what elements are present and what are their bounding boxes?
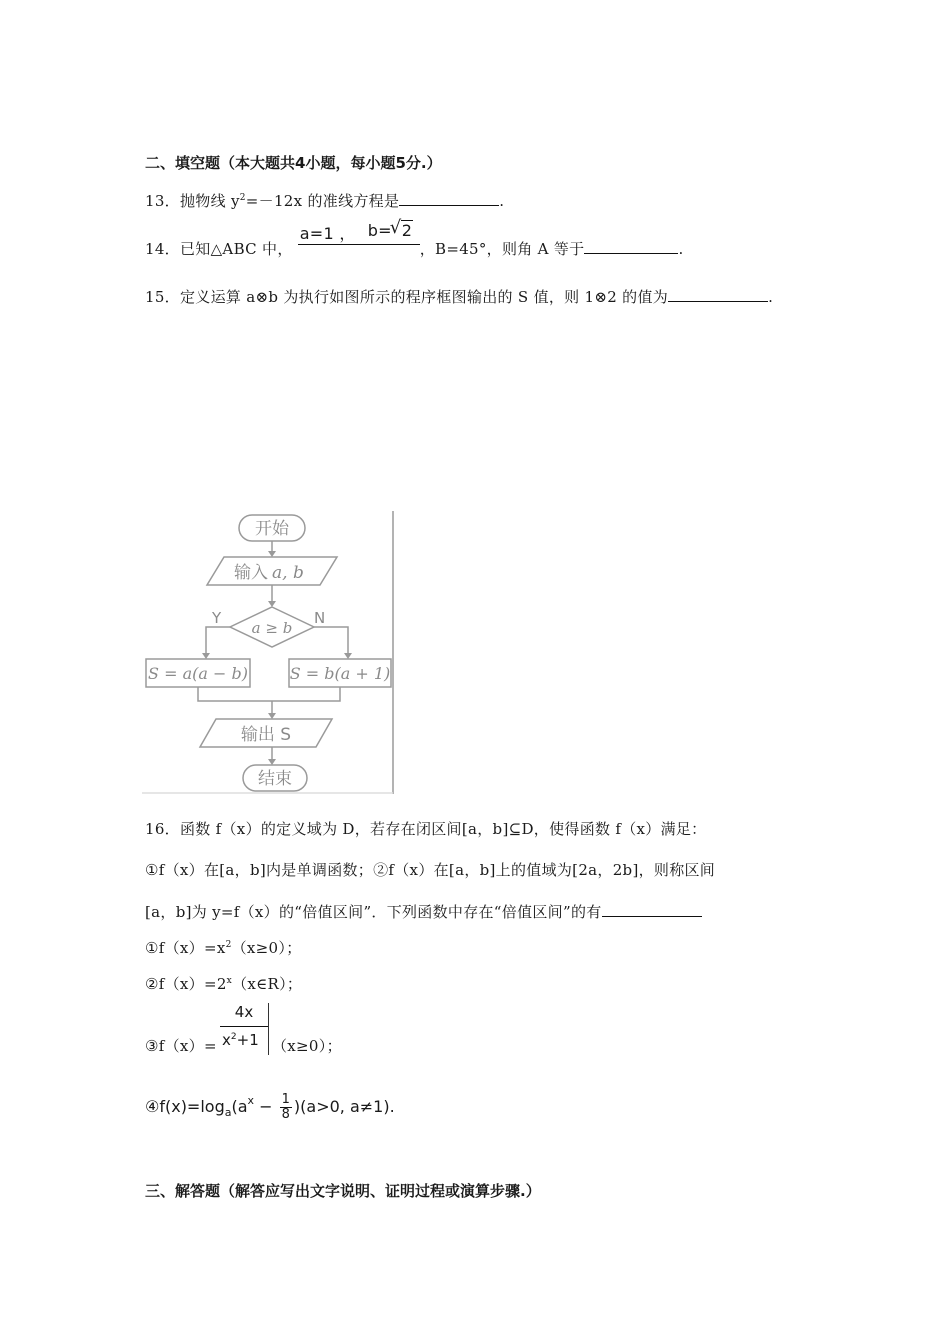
denominator-base: x	[222, 1031, 231, 1049]
input-label: 输入	[234, 563, 268, 583]
option-2-post: （x∈R）；	[232, 975, 303, 993]
process-right-label: S = b(a + 1)	[289, 664, 391, 683]
merge-line	[198, 687, 340, 701]
option-4-pre: ④f(x)=log	[145, 1097, 225, 1116]
question-number: 13．	[145, 192, 180, 210]
denominator-exponent: 2	[230, 1032, 237, 1042]
q13-exponent: 2	[239, 193, 246, 203]
formula-rule	[298, 244, 420, 245]
option-4-fraction	[280, 1093, 292, 1122]
end-label: 结束	[258, 769, 292, 789]
q16-option-3	[145, 1035, 217, 1056]
no-branch	[314, 627, 348, 657]
log-base: a	[224, 1106, 232, 1119]
q14-formula-a: a=1 ，	[299, 224, 356, 243]
option-3-fraction	[220, 1003, 269, 1055]
option-4-frac-den: 8	[281, 1107, 290, 1122]
q14-end: .	[678, 240, 684, 258]
yes-label: Y	[212, 609, 222, 627]
question-16-line-2: ①f（x）在[a，b]内是单调函数；②f（x）在[a，b]上的值域为[2a，2b]，则称区间	[145, 861, 716, 879]
output-label: 输出 S	[240, 725, 292, 745]
flowchart	[142, 511, 394, 794]
arrowhead	[268, 551, 276, 557]
arrowhead	[268, 759, 276, 765]
q15-end: .	[768, 288, 774, 306]
question-16-line-1: 16．函数 f（x）的定义域为 D，若存在闭区间[a，b]⊆D，使得函数 f（x）满足：	[145, 820, 707, 838]
process-left-label: S = a(a − b)	[148, 664, 248, 683]
option-1-pre: ①f（x）=x	[145, 939, 226, 957]
option-4-minus: −	[254, 1097, 278, 1116]
fraction-bar	[220, 1026, 268, 1027]
q16-line-3-text: [a，b]为 y=f（x）的“倍值区间”．下列函数中存在“倍值区间”的有	[145, 903, 602, 921]
answer-blank[interactable]	[602, 902, 702, 917]
input-vars-label: a, b	[272, 563, 304, 583]
answer-blank[interactable]	[668, 287, 768, 302]
arrowhead	[268, 713, 276, 719]
start-label: 开始	[255, 519, 289, 539]
q14-text-pre: 已知△ABC 中，	[180, 240, 293, 258]
q16-option-1	[145, 937, 302, 958]
q15-text: 定义运算 a⊗b 为执行如图所示的程序框图输出的 S 值，则 1⊗2 的值为	[180, 288, 669, 306]
question-16-line-3	[145, 901, 702, 922]
q14-formula-b: b=	[367, 221, 392, 240]
question-13	[145, 190, 504, 211]
denominator-rest: +1	[236, 1031, 259, 1049]
option-1-exponent: 2	[225, 940, 232, 950]
fraction-numerator: 4x	[234, 1003, 254, 1021]
option-4-paren: (a	[231, 1097, 248, 1116]
answer-blank[interactable]	[399, 191, 499, 206]
fraction-denominator	[222, 1031, 259, 1049]
option-2-exponent: x	[226, 976, 233, 986]
sqrt-icon: √	[389, 217, 402, 238]
q16-option-4	[145, 1093, 395, 1122]
question-14	[145, 217, 684, 259]
condition-label: a ≥ b	[251, 619, 293, 637]
q16-option-2	[145, 973, 302, 994]
answer-blank[interactable]	[584, 239, 678, 254]
yes-branch	[206, 627, 230, 657]
arrowhead	[268, 601, 276, 607]
q14-text-post: ，B=45°，则角 A 等于	[419, 240, 585, 258]
question-15	[145, 286, 773, 307]
q13-text-post: =－12x 的准线方程是	[245, 192, 400, 210]
q13-text-pre: 抛物线 y	[180, 192, 240, 210]
q13-end: .	[499, 192, 505, 210]
option-3-pre: ③f（x）=	[145, 1037, 217, 1055]
question-number: 14．	[145, 240, 180, 258]
question-number: 15．	[145, 288, 180, 306]
option-4-exponent: x	[247, 1094, 255, 1107]
option-4-post: )(a>0, a≠1)	[293, 1097, 390, 1116]
option-2-pre: ②f（x）=2	[145, 975, 227, 993]
q14-sqrt-value: 2	[401, 221, 413, 240]
option-1-post: （x≥0）；	[231, 939, 302, 957]
option-3-post: （x≥0）；	[272, 1037, 342, 1055]
flowchart-svg	[142, 511, 394, 794]
q14-formula-image	[298, 217, 420, 254]
section-3-heading: 三、解答题（解答应写出文字说明、证明过程或演算步骤.）	[145, 1182, 541, 1200]
no-label: N	[314, 609, 326, 627]
arrowhead	[344, 653, 352, 659]
option-4-frac-num: 1	[281, 1092, 290, 1107]
option-4-end: .	[389, 1097, 395, 1116]
arrowhead	[202, 653, 210, 659]
section-2-heading: 二、填空题（本大题共4小题，每小题5分.）	[145, 154, 442, 172]
